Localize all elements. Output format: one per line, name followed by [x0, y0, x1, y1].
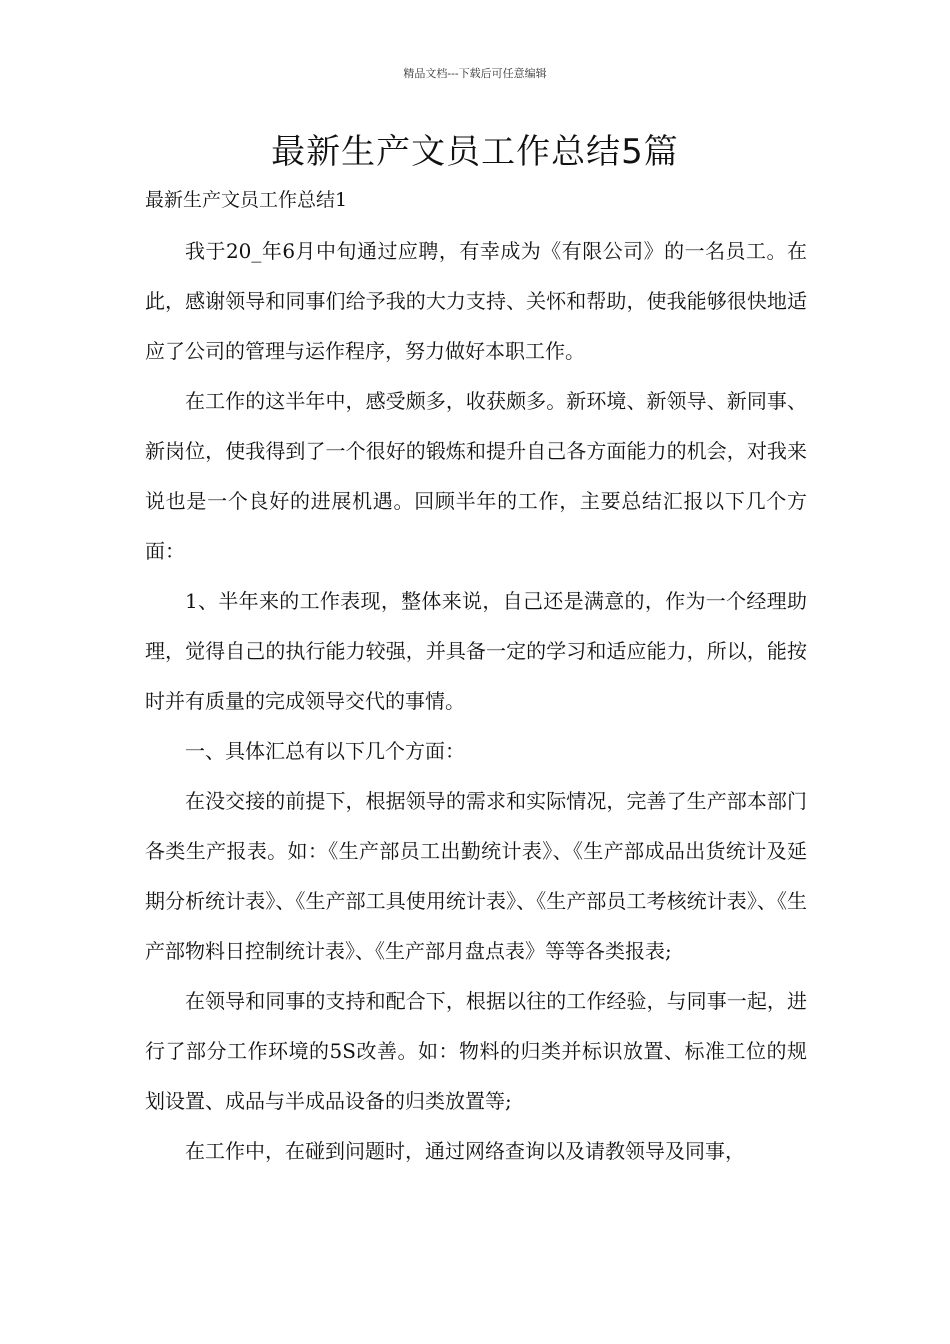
paragraph: 在领导和同事的支持和配合下，根据以往的工作经验，与同事一起，进行了部分工作环境的5S改善。如：物料的归类并标识放置、标准工位的规划设置、成品与半成品设备的归类放置等;	[145, 989, 807, 1113]
paragraph: 我于20_年6月中旬通过应聘，有幸成为《有限公司》的一名员工。在此，感谢领导和同事们给予我的大力支持、关怀和帮助，使我能够很快地适应了公司的管理与运作程序，努力做好本职工作。	[145, 239, 807, 363]
paragraph: 一、具体汇总有以下几个方面：	[185, 739, 465, 763]
document-body	[145, 226, 807, 1176]
page-header-note: 精品文档---下载后可任意编辑	[403, 67, 547, 80]
section-heading: 最新生产文员工作总结1	[145, 189, 348, 211]
paragraph: 在工作中，在碰到问题时，通过网络查询以及请教领导及同事，	[185, 1139, 745, 1163]
paragraph: 1、半年来的工作表现，整体来说，自己还是满意的，作为一个经理助理，觉得自己的执行能力较强，并具备一定的学习和适应能力，所以，能按时并有质量的完成领导交代的事情。	[145, 589, 807, 713]
paragraph: 在没交接的前提下，根据领导的需求和实际情况，完善了生产部本部门各类生产报表。如：《生产部员工出勤统计表》、《生产部成品出货统计及延期分析统计表》、《生产部工具使用统计表》、《生产部员工考核统计表》、《生产部物料日控制统计表》、《生产部月盘点表》等等各类报表;	[145, 789, 807, 963]
paragraph: 在工作的这半年中，感受颇多，收获颇多。新环境、新领导、新同事、新岗位，使我得到了一个很好的锻炼和提升自己各方面能力的机会，对我来说也是一个良好的进展机遇。回顾半年的工作，主要总结汇报以下几个方面：	[145, 389, 807, 563]
document-title: 最新生产文员工作总结5篇	[271, 132, 679, 172]
